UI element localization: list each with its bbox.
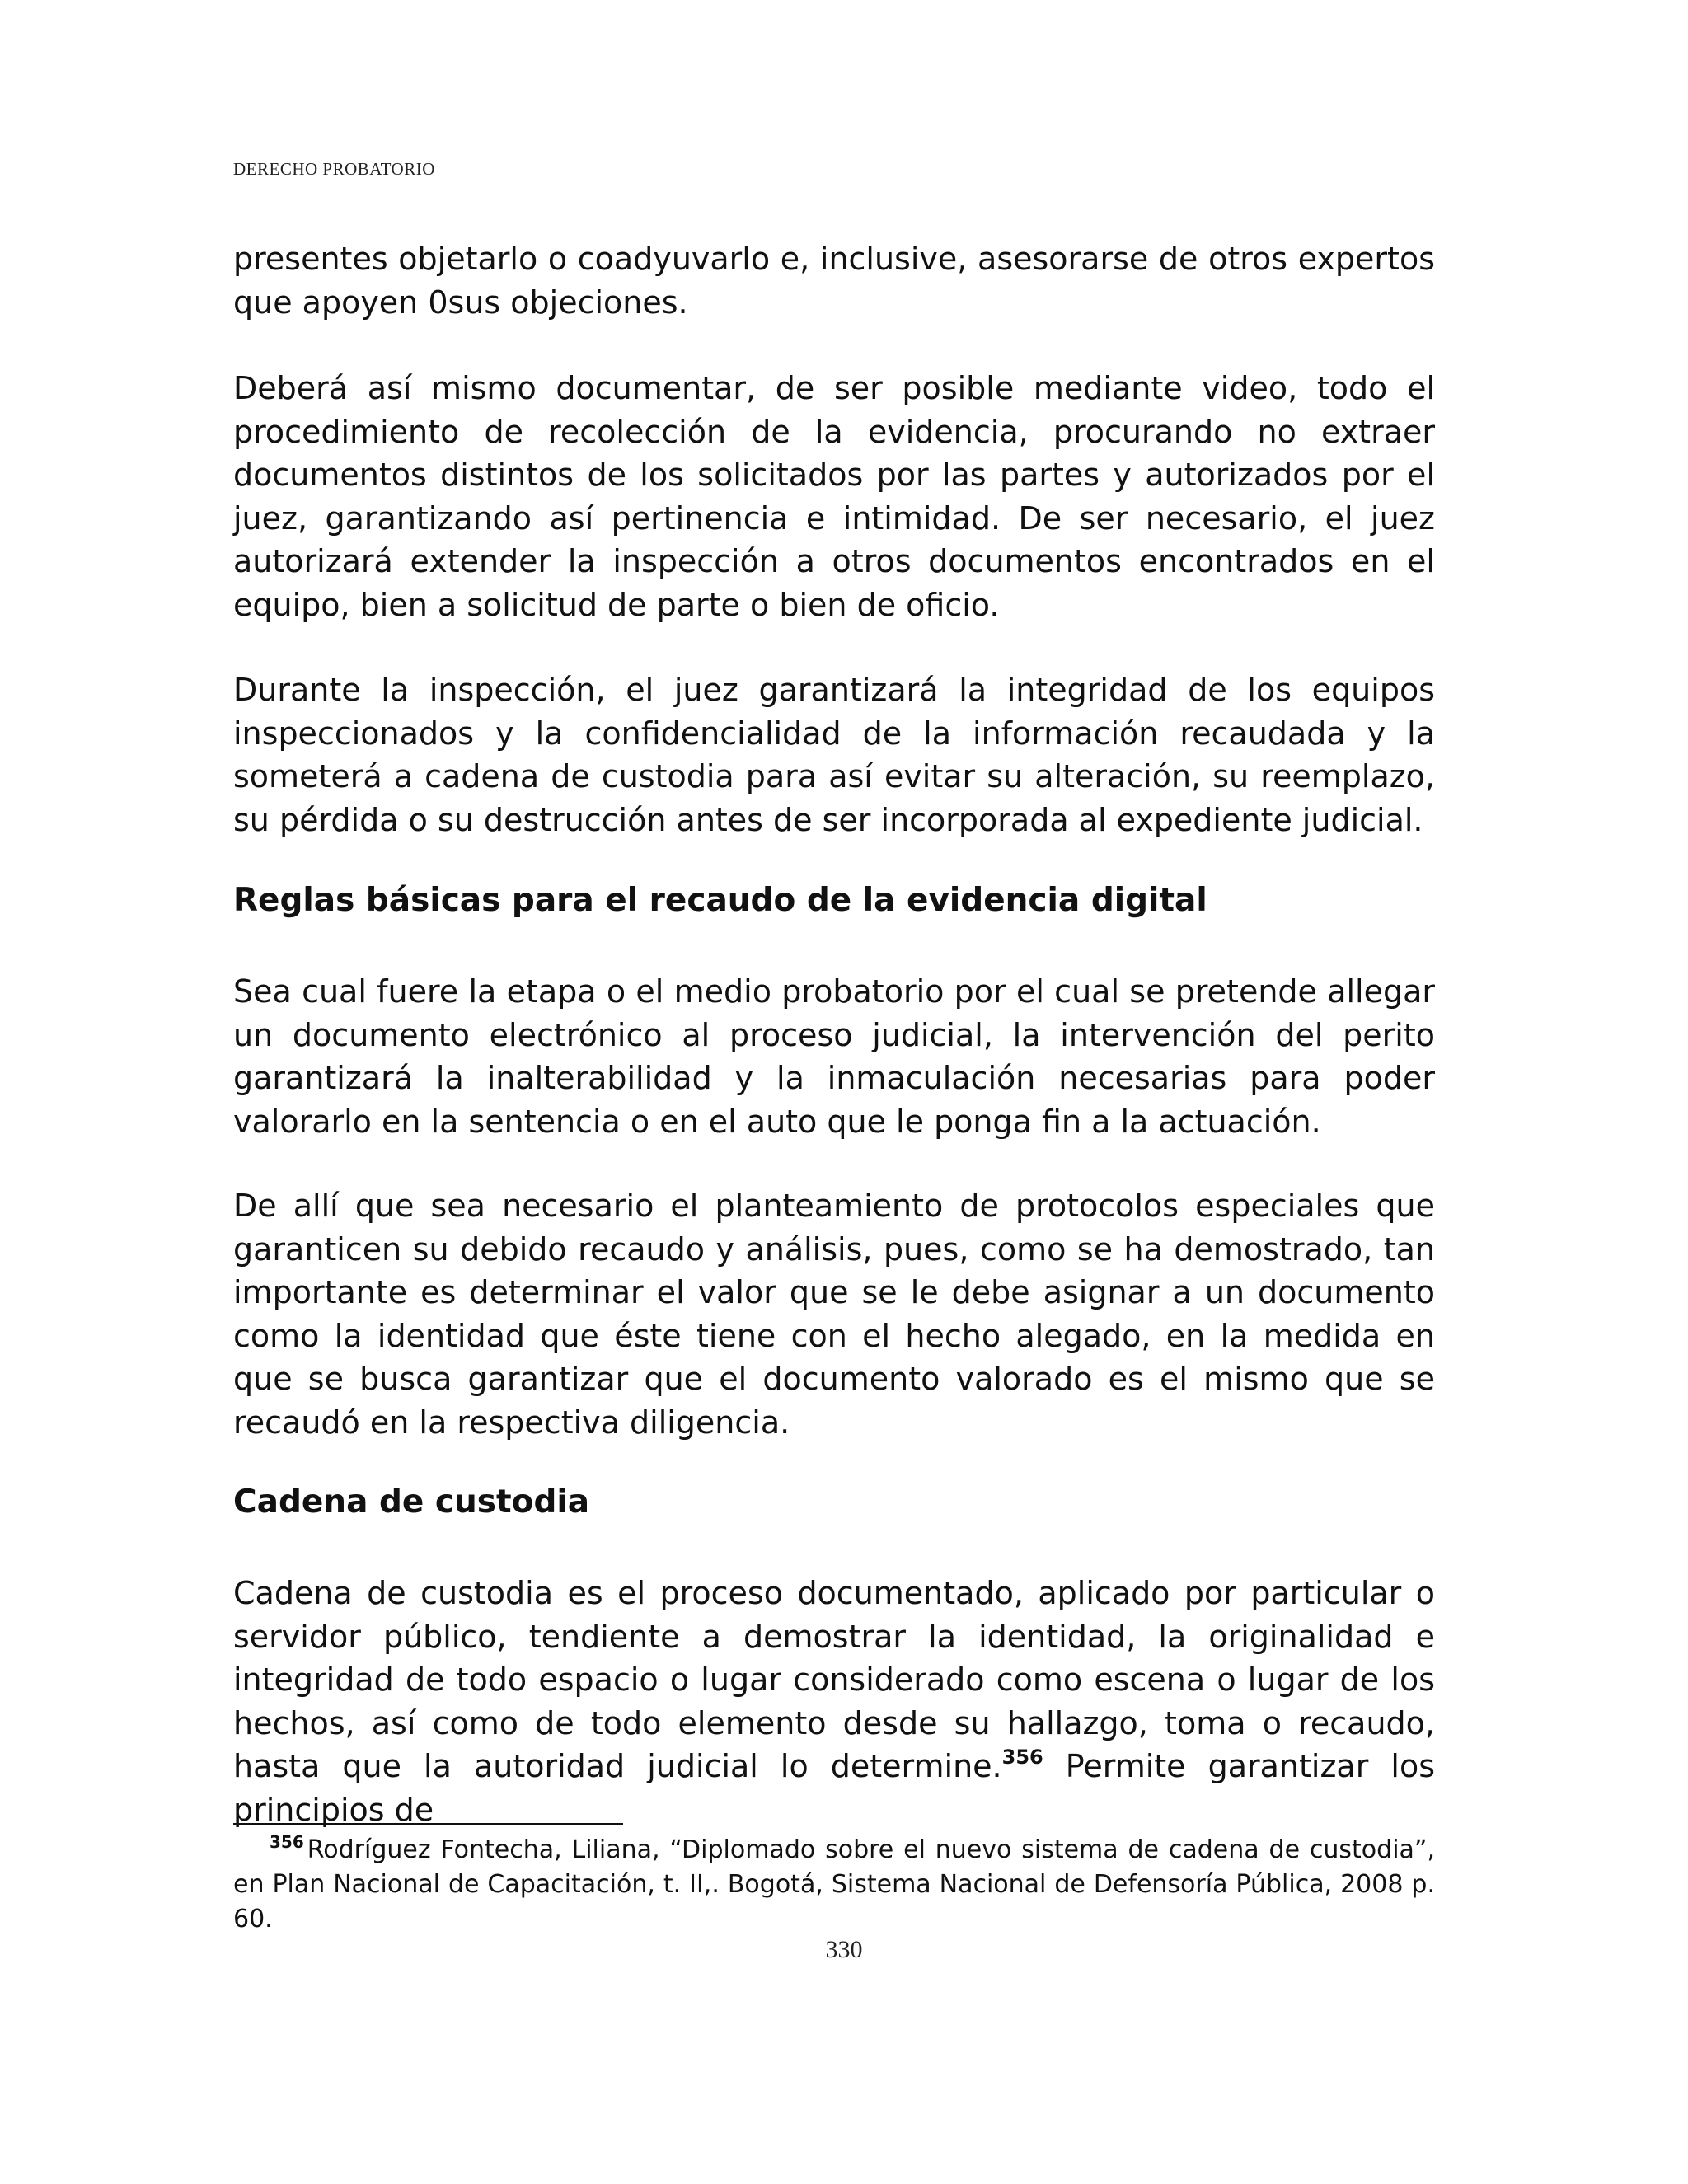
paragraph-objeciones: presentes objetarlo o coadyuvarlo e, inclusive, asesorarse de otros expertos que apoyen 0sus objeciones. [233, 241, 1435, 321]
paragraph-cadena-definicion [233, 1572, 1435, 1831]
footnote-reference[interactable]: 356 [1001, 1746, 1043, 1769]
paragraph-continuation: Permite garantizar los principios de [233, 1748, 1435, 1828]
footnote-text: Rodríguez Fontecha, Liliana, “Diplomado sobre el nuevo sistema de cadena de custodia”, en Plan Nacional de Capacitación, t. II,. Bogotá, Sistema Nacional de Defensoría Pública, 2008 p. 60. [233, 1835, 1435, 1933]
footnote [233, 1833, 1435, 1937]
paragraph-etapa: Sea cual fuere la etapa o el medio probatorio por el cual se pretende allegar un documento electrónico al proceso judicial, la intervención del perito garantizará la inalterabilidad y la inmaculación necesarias para poder valorarlo en la sentencia o en el auto que le ponga fin a la actuación. [233, 973, 1435, 1140]
section-heading-cadena: Cadena de custodia [233, 1483, 590, 1521]
paragraph-cadena-text: Cadena de custodia es el proceso documentado, aplicado por particular o servidor público, tendiente a demostrar la identidad, la originalidad e integridad de todo espacio o lugar considerado como escena o lugar de los hechos, así como de todo elemento desde su hallazgo, toma o recaudo, hasta que la autoridad judicial lo determine. [233, 1575, 1435, 1784]
footnote-number: 356 [270, 1832, 304, 1852]
paragraph-protocolos: De allí que sea necesario el planteamiento de protocolos especiales que garanticen su debido recaudo y análisis, pues, como se ha demostrado, tan importante es determinar el valor que se le debe asignar a un documento como la identidad que éste tiene con el hecho alegado, en la medida en que se busca garantizar que el documento valorado es el mismo que se recaudó en la respectiva diligencia. [233, 1188, 1435, 1441]
page-number: 330 [825, 1936, 863, 1963]
paragraph-documentar: Deberá así mismo documentar, de ser posible mediante video, todo el procedimiento de recolección de la evidencia, procurando no extraer documentos distintos de los solicitados por las partes y autorizados por el juez, garantizando así pertinencia e intimidad. De ser necesario, el juez autorizará extender la inspección a otros documentos encontrados en el equipo, bien a solicitud de parte o bien de oficio. [233, 370, 1435, 623]
running-header: DERECHO PROBATORIO [233, 159, 435, 179]
section-heading-reglas: Reglas básicas para el recaudo de la evidencia digital [233, 882, 1207, 919]
footnote-separator [233, 1823, 623, 1825]
paragraph-inspeccion: Durante la inspección, el juez garantizará la integridad de los equipos inspeccionados y la confidencialidad de la información recaudada y la someterá a cadena de custodia para así evitar su alteración, su reemplazo, su pérdida o su destrucción antes de ser incorporada al expediente judicial. [233, 672, 1435, 838]
